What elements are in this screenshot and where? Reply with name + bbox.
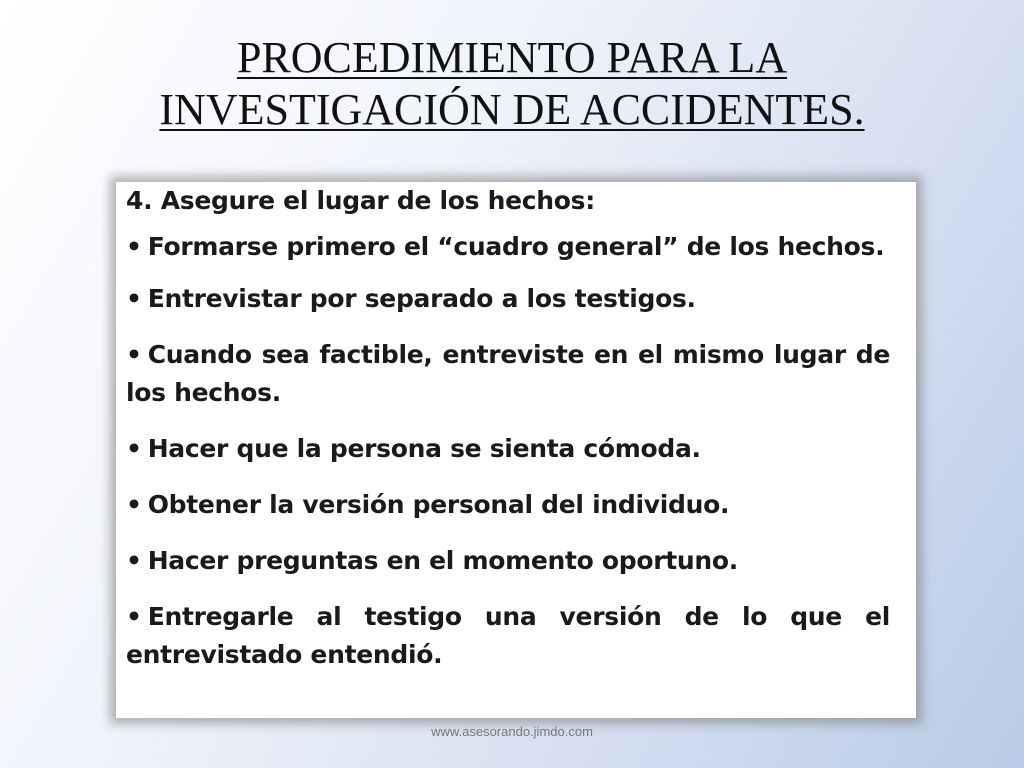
slide-title (0, 32, 1024, 136)
list-item-text: Hacer que la persona se sienta cómoda. (147, 434, 701, 463)
list-item (126, 336, 890, 412)
list-item (126, 280, 890, 318)
slide-title-line-2: INVESTIGACIÓN DE ACCIDENTES. (159, 85, 865, 134)
list-item (126, 598, 890, 674)
list-item (126, 430, 890, 468)
bullet-list (126, 228, 890, 674)
list-item-text: Hacer preguntas en el momento oportuno. (147, 546, 739, 575)
bullet-icon: • (126, 490, 142, 519)
slide-title-line-1: PROCEDIMIENTO PARA LA (236, 33, 788, 82)
list-item-text: Entrevistar por separado a los testigos. (147, 284, 696, 313)
list-item (126, 486, 890, 524)
list-item-text: Obtener la versión personal del individuo. (147, 490, 730, 519)
card-heading: 4. Asegure el lugar de los hechos: (126, 186, 595, 215)
list-item-text: Entregarle al testigo una versión de lo que el entrevistado entendió. (126, 602, 890, 669)
footer-url: www.asesorando.jimdo.com (431, 724, 593, 739)
list-item-text: Formarse primero el “cuadro general” de los hechos. (147, 232, 885, 261)
list-item (126, 542, 890, 580)
bullet-icon: • (126, 602, 142, 631)
bullet-icon: • (126, 232, 142, 261)
list-item (126, 228, 890, 266)
bullet-icon: • (126, 340, 142, 369)
bullet-icon: • (126, 434, 142, 463)
bullet-icon: • (126, 546, 142, 575)
bullet-icon: • (126, 284, 142, 313)
list-item-text: Cuando sea factible, entreviste en el mismo lugar de los hechos. (126, 340, 890, 407)
content-card (116, 182, 916, 718)
